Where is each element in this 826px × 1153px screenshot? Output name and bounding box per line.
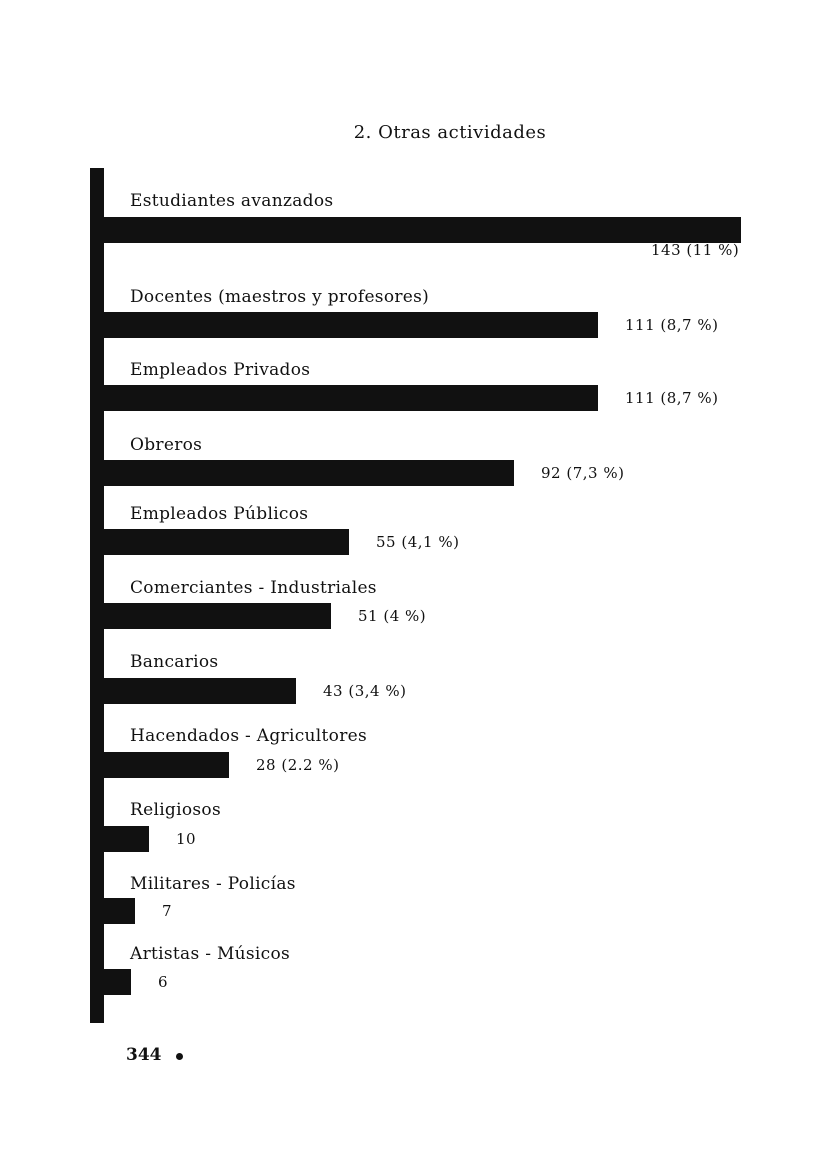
category-label: Religiosos [130, 800, 221, 820]
bar [104, 312, 598, 338]
category-label: Empleados Privados [130, 360, 311, 380]
category-label: Artistas - Músicos [130, 944, 291, 964]
category-label: Docentes (maestros y profesores) [130, 287, 430, 307]
value-label: 10 [176, 830, 197, 848]
page-dot [176, 1053, 183, 1060]
bar [104, 969, 131, 995]
value-label: 55 (4,1 %) [376, 533, 460, 551]
bar [104, 217, 741, 243]
category-label: Estudiantes avanzados [130, 191, 334, 211]
value-label: 7 [162, 902, 173, 920]
category-label: Militares - Policías [130, 874, 296, 894]
value-label: 111 (8,7 %) [625, 316, 719, 334]
bar [104, 752, 229, 778]
category-label: Hacendados - Agricultores [130, 726, 368, 746]
category-label: Obreros [130, 435, 203, 455]
value-label: 143 (11 %) [651, 241, 740, 259]
value-label: 92 (7,3 %) [541, 464, 625, 482]
category-label: Comerciantes - Industriales [130, 578, 377, 598]
bar [104, 678, 296, 704]
category-label: Empleados Públicos [130, 504, 309, 524]
value-label: 111 (8,7 %) [625, 389, 719, 407]
bar [104, 529, 349, 555]
bar [104, 603, 331, 629]
chart-title: 2. Otras actividades [353, 122, 547, 143]
value-label: 43 (3,4 %) [323, 682, 407, 700]
value-label: 6 [158, 973, 169, 991]
value-label: 51 (4 %) [358, 607, 427, 625]
bar [104, 385, 598, 411]
category-label: Bancarios [130, 652, 219, 672]
bar [104, 460, 514, 486]
bar [104, 826, 149, 852]
axis-bar [90, 168, 104, 1023]
page-number: 344 [126, 1045, 162, 1065]
bar [104, 898, 135, 924]
value-label: 28 (2.2 %) [256, 756, 340, 774]
